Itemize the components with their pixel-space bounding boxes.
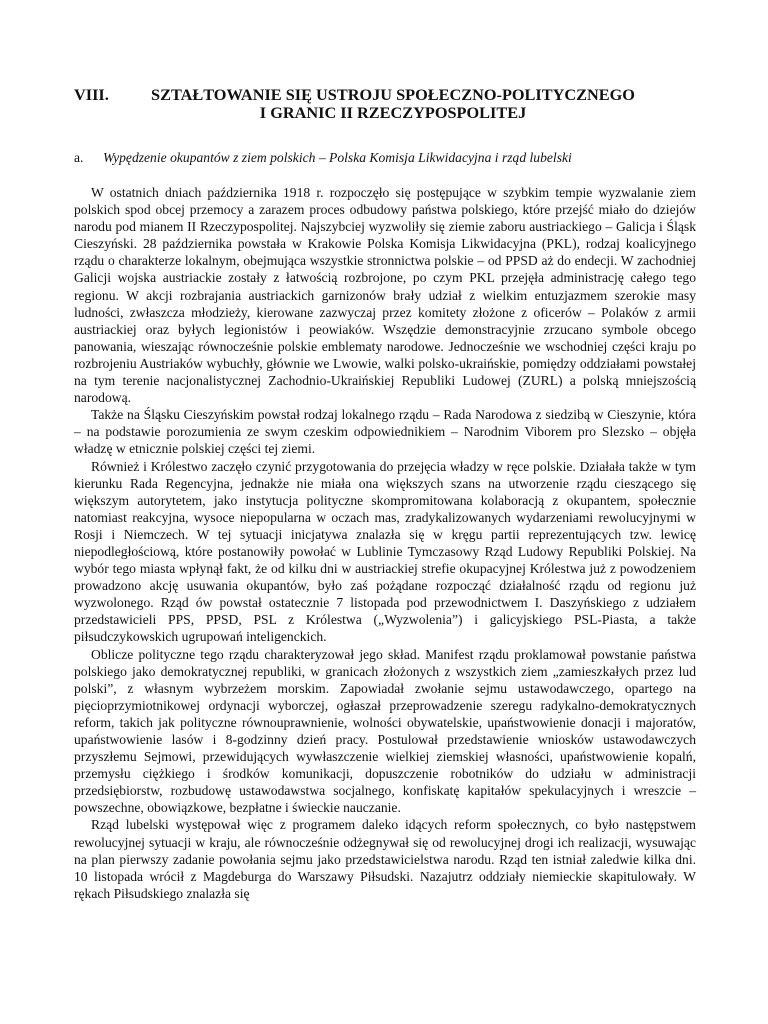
chapter-number: VIII. [74, 85, 109, 104]
section-title: Wypędzenie okupantów z ziem polskich – Polska Komisja Likwidacyjna i rząd lubelski [103, 150, 572, 165]
chapter-title-line-1: SZTAŁTOWANIE SIĘ USTROJU SPOŁECZNO-POLITYCZNEGO [151, 85, 635, 104]
paragraph: Także na Śląsku Cieszyńskim powstał rodzaj lokalnego rządu – Rada Narodowa z siedzibą w Cieszynie, która – na podstawie porozumienia ze swym czeskim odpowiednikiem – Narodnim Viborem pro Slezsko – objęła władzę w etnicznie polskiej części tej ziemi. [74, 407, 696, 457]
paragraph: Rząd lubelski występował więc z programem daleko idących reform społecznych, co było następstwem rewolucyjnej sytuacji w kraju, ale równocześnie odżegnywał się od rewolucyjnej drogi ich realizacji, wysuwając na plan pierwszy zadanie powołania sejmu jako przedstawicielstwa narodu. Rząd ten istniał zaledwie kilka dni. 10 listopada wrócił z Magdeburga do Warszawy Piłsudski. Nazajutrz oddziały niemieckie skapitulowały. W rękach Piłsudskiego znalazła się [74, 817, 696, 901]
section-letter: a. [74, 150, 84, 165]
chapter-title-line-2: I GRANIC II RZECZYPOSPOLITEJ [259, 103, 527, 122]
chapter-title [126, 86, 696, 122]
paragraph: Oblicze polityczne tego rządu charakteryzował jego skład. Manifest rządu proklamował powstanie państwa polskiego jako demokratycznej republiki, w granicach złożonych z wszystkich ziem „zamieszkałych przez lud polski”, z własnym wybrzeżem morskim. Zapowiadał zwołanie sejmu ustawodawczego, opartego na pięcioprzymiotnikowej ordynacji wyborczej, ogłaszał przeprowadzenie szeregu radykalno-demokratycznych reform, takich jak polityczne równouprawnienie, wolności obywatelskie, upaństwowienie donacji i majoratów, upaństwowienie lasów i 8-godzinny dzień pracy. Postulował przedstawienie wniosków ustawodawczych przyszłemu Sejmowi, przewidujących wywłaszczenie wielkiej ziemskiej własności, upaństwowienie kopalń, przemysłu ciężkiego i środków komunikacji, dopuszczenie robotników do udziału w administracji przedsiębiorstw, rozbudowę ustawodawstwa socjalnego, konfiskatę kapitałów spekulacyjnych i wreszcie – powszechne, obowiązkowe, bezpłatne i świeckie nauczanie. [74, 646, 696, 816]
paragraph: Również i Królestwo zaczęło czynić przygotowania do przejęcia władzy w ręce polskie. Działała także w tym kierunku Rada Regencyjna, jednakże nie miała ona większych szans na utworzenie rządu cieszącego się większym autorytetem, jako instytucja polityczne skompromitowana kolaboracją z okupantem, społecznie natomiast reakcyjna, wysoce niepopularna w oczach mas, zradykalizowanych wydarzeniami rewolucyjnymi w Rosji i Niemczech. W tej sytuacji inicjatywa znalazła się w kręgu partii reprezentujących tzw. lewicę niepodległościową, które postanowiły powołać w Lublinie Tymczasowy Rząd Ludowy Republiki Polskiej. Na wybór tego miasta wpłynął fakt, że od kilku dni w austriackiej strefie okupacyjnej Królestwa już z powodzeniem prowadzono akcję usuwania okupantów, było zaś pożądane rozpocząć działalność rządu od regionu już wyzwolonego. Rząd ów powstał ostatecznie 7 listopada pod przewodnictwem I. Daszyńskiego z udziałem przedstawicieli PPS, PPSD, PSL z Królestwa („Wyzwolenia”) i galicyjskiego PSL-Piasta, a także piłsudczykowskich ugrupowań inteligenckich. [74, 458, 696, 645]
paragraph: W ostatnich dniach października 1918 r. rozpoczęło się postępujące w szybkim tempie wyzwalanie ziem polskich spod obcej przemocy a zarazem proces odbudowy państwa polskiego, które przejść miało do dziejów narodu pod mianem II Rzeczypospolitej. Najszybciej wyzwoliły się ziemie zaboru austriackiego – Galicja i Śląsk Cieszyński. 28 października powstała w Krakowie Polska Komisja Likwidacyjna (PKL), rodzaj koalicyjnego rządu o charakterze lokalnym, obejmująca wszystkie stronnictwa polskie – od PPSD aż do endecji. W zachodniej Galicji wojska austriackie zostały z łatwością rozbrojone, po czym PKL przejęła administrację całego tego regionu. W akcji rozbrajania austriackich garnizonów brały udział z wielkim entuzjazmem szerokie masy ludności, zwłaszcza młodzieży, kierowane zazwyczaj przez komitety złożone z oficerów – Polaków z armii austriackiej oraz byłych legionistów i peowiaków. Wszędzie demonstracyjnie zrzucano symbole obcego panowania, wieszając równocześnie polskie emblematy narodowe. Jednocześnie we wschodniej części kraju po rozbrojeniu Austriaków wybuchły, głównie we Lwowie, walki polsko-ukraińskie, pomiędzy oddziałami powstałej na tym terenie nacjonalistycznej Zachodnio-Ukraińskiej Republiki Ludowej (ZURL) a polską mniejszością narodową. [74, 185, 696, 406]
section-heading [74, 149, 696, 166]
body-text [74, 184, 696, 902]
chapter-heading [74, 86, 696, 122]
